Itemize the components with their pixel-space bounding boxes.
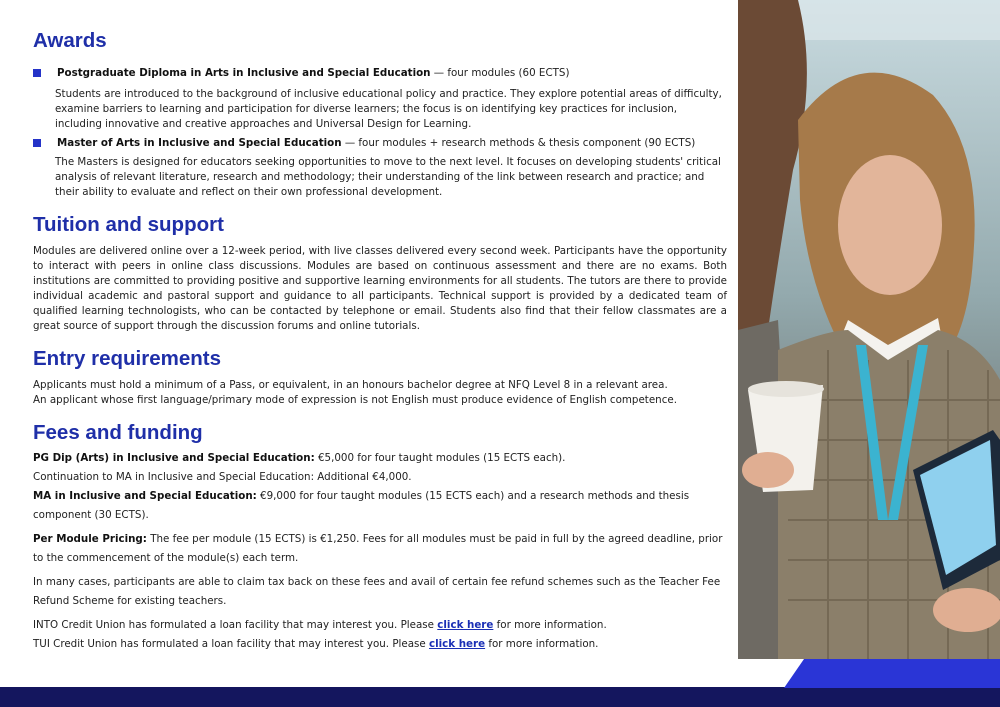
fees-body xyxy=(33,449,727,654)
fee-tax-refund: In many cases, participants are able to claim tax back on these fees and avail of certain fee refund schemes such as the Teacher Fee Refund Scheme for existing teachers. xyxy=(33,576,721,607)
square-bullet-icon xyxy=(33,69,41,77)
fee-ma xyxy=(33,487,727,525)
award-item-ma xyxy=(33,136,727,151)
fee-continuation: Continuation to MA in Inclusive and Special Education: Additional €4,000. xyxy=(33,471,412,483)
entry-line-2: An applicant whose first language/primary mode of expression is not English must produce evidence of English competence. xyxy=(33,394,677,406)
document-content xyxy=(33,28,727,654)
into-click-here-link[interactable]: click here xyxy=(437,619,494,631)
fee-pgdip-label: PG Dip (Arts) in Inclusive and Special Education: xyxy=(33,452,315,464)
into-text-post: for more information. xyxy=(493,619,607,631)
into-text-pre: INTO Credit Union has formulated a loan facility that may interest you. Please xyxy=(33,619,438,631)
fee-pgdip-text: €5,000 for four taught modules (15 ECTS each). xyxy=(314,452,566,464)
award-description: Students are introduced to the background of inclusive educational policy and practice. They explore potential areas of difficulty, examine barriers to learning and participation for diverse learners; the focus is on identifying key practices for inclusion, including innovative and creative approaches and Universal Design for Learning. xyxy=(55,88,722,130)
footer-band xyxy=(0,687,1000,707)
into-credit-union xyxy=(33,616,727,635)
entry-heading: Entry requirements xyxy=(33,347,221,370)
award-description: The Masters is designed for educators seeking opportunities to move to the next level. It focuses on developing students' critical analysis of relevant literature, research and methodology; their understanding of the link between research and practice; and their ability to evaluate and reflect on their own professional development. xyxy=(55,156,721,198)
award-title: Master of Arts in Inclusive and Special Education xyxy=(57,137,342,149)
entry-line-1: Applicants must hold a minimum of a Pass, or equivalent, in an honours bachelor degree at NFQ Level 8 in a relevant area. xyxy=(33,379,668,391)
photo-illustration xyxy=(738,0,1000,659)
award-item-pgdip xyxy=(33,66,727,81)
fee-pgdip xyxy=(33,449,727,468)
tui-text-post: for more information. xyxy=(485,638,599,650)
fees-heading: Fees and funding xyxy=(33,421,203,444)
tui-credit-union xyxy=(33,635,727,654)
tui-click-here-link[interactable]: click here xyxy=(429,638,486,650)
awards-heading: Awards xyxy=(33,29,107,52)
square-bullet-icon xyxy=(33,139,41,147)
award-suffix: — four modules (60 ECTS) xyxy=(430,67,570,79)
footer-accent-band xyxy=(784,659,1000,688)
student-photo xyxy=(738,0,1000,659)
tui-text-pre: TUI Credit Union has formulated a loan facility that may interest you. Please xyxy=(33,638,430,650)
fee-per-module-label: Per Module Pricing: xyxy=(33,533,147,545)
fee-ma-label: MA in Inclusive and Special Education: xyxy=(33,490,257,502)
fee-per-module-text: The fee per module (15 ECTS) is €1,250. Fees for all modules must be paid in full by the agreed deadline, prior to the commencement of the module(s) each term. xyxy=(33,533,723,564)
tuition-body: Modules are delivered online over a 12-week period, with live classes delivered every second week. Participants have the opportunity to interact with peers in online class discussions. Modules are based on continuous assessment and there are no exams. Both institutions are committed to providing positive and supportive learning environments for all students. The tutors are there to provide individual academic and pastoral support and guidance to all participants. Technical support is provided by a dedicated team of qualified learning technologists, who can be contacted by telephone or email. Students also find that their fellow classmates are a great source of support through the discussion forums and online tutorials. xyxy=(33,245,727,332)
fee-per-module xyxy=(33,530,727,568)
fee-ma-text: €9,000 for four taught modules (15 ECTS each) and a research methods and thesis component (30 ECTS). xyxy=(33,490,690,521)
award-suffix: — four modules + research methods & thesis component (90 ECTS) xyxy=(341,137,696,149)
tuition-heading: Tuition and support xyxy=(33,213,224,236)
award-title: Postgraduate Diploma in Arts in Inclusive and Special Education xyxy=(57,67,431,79)
